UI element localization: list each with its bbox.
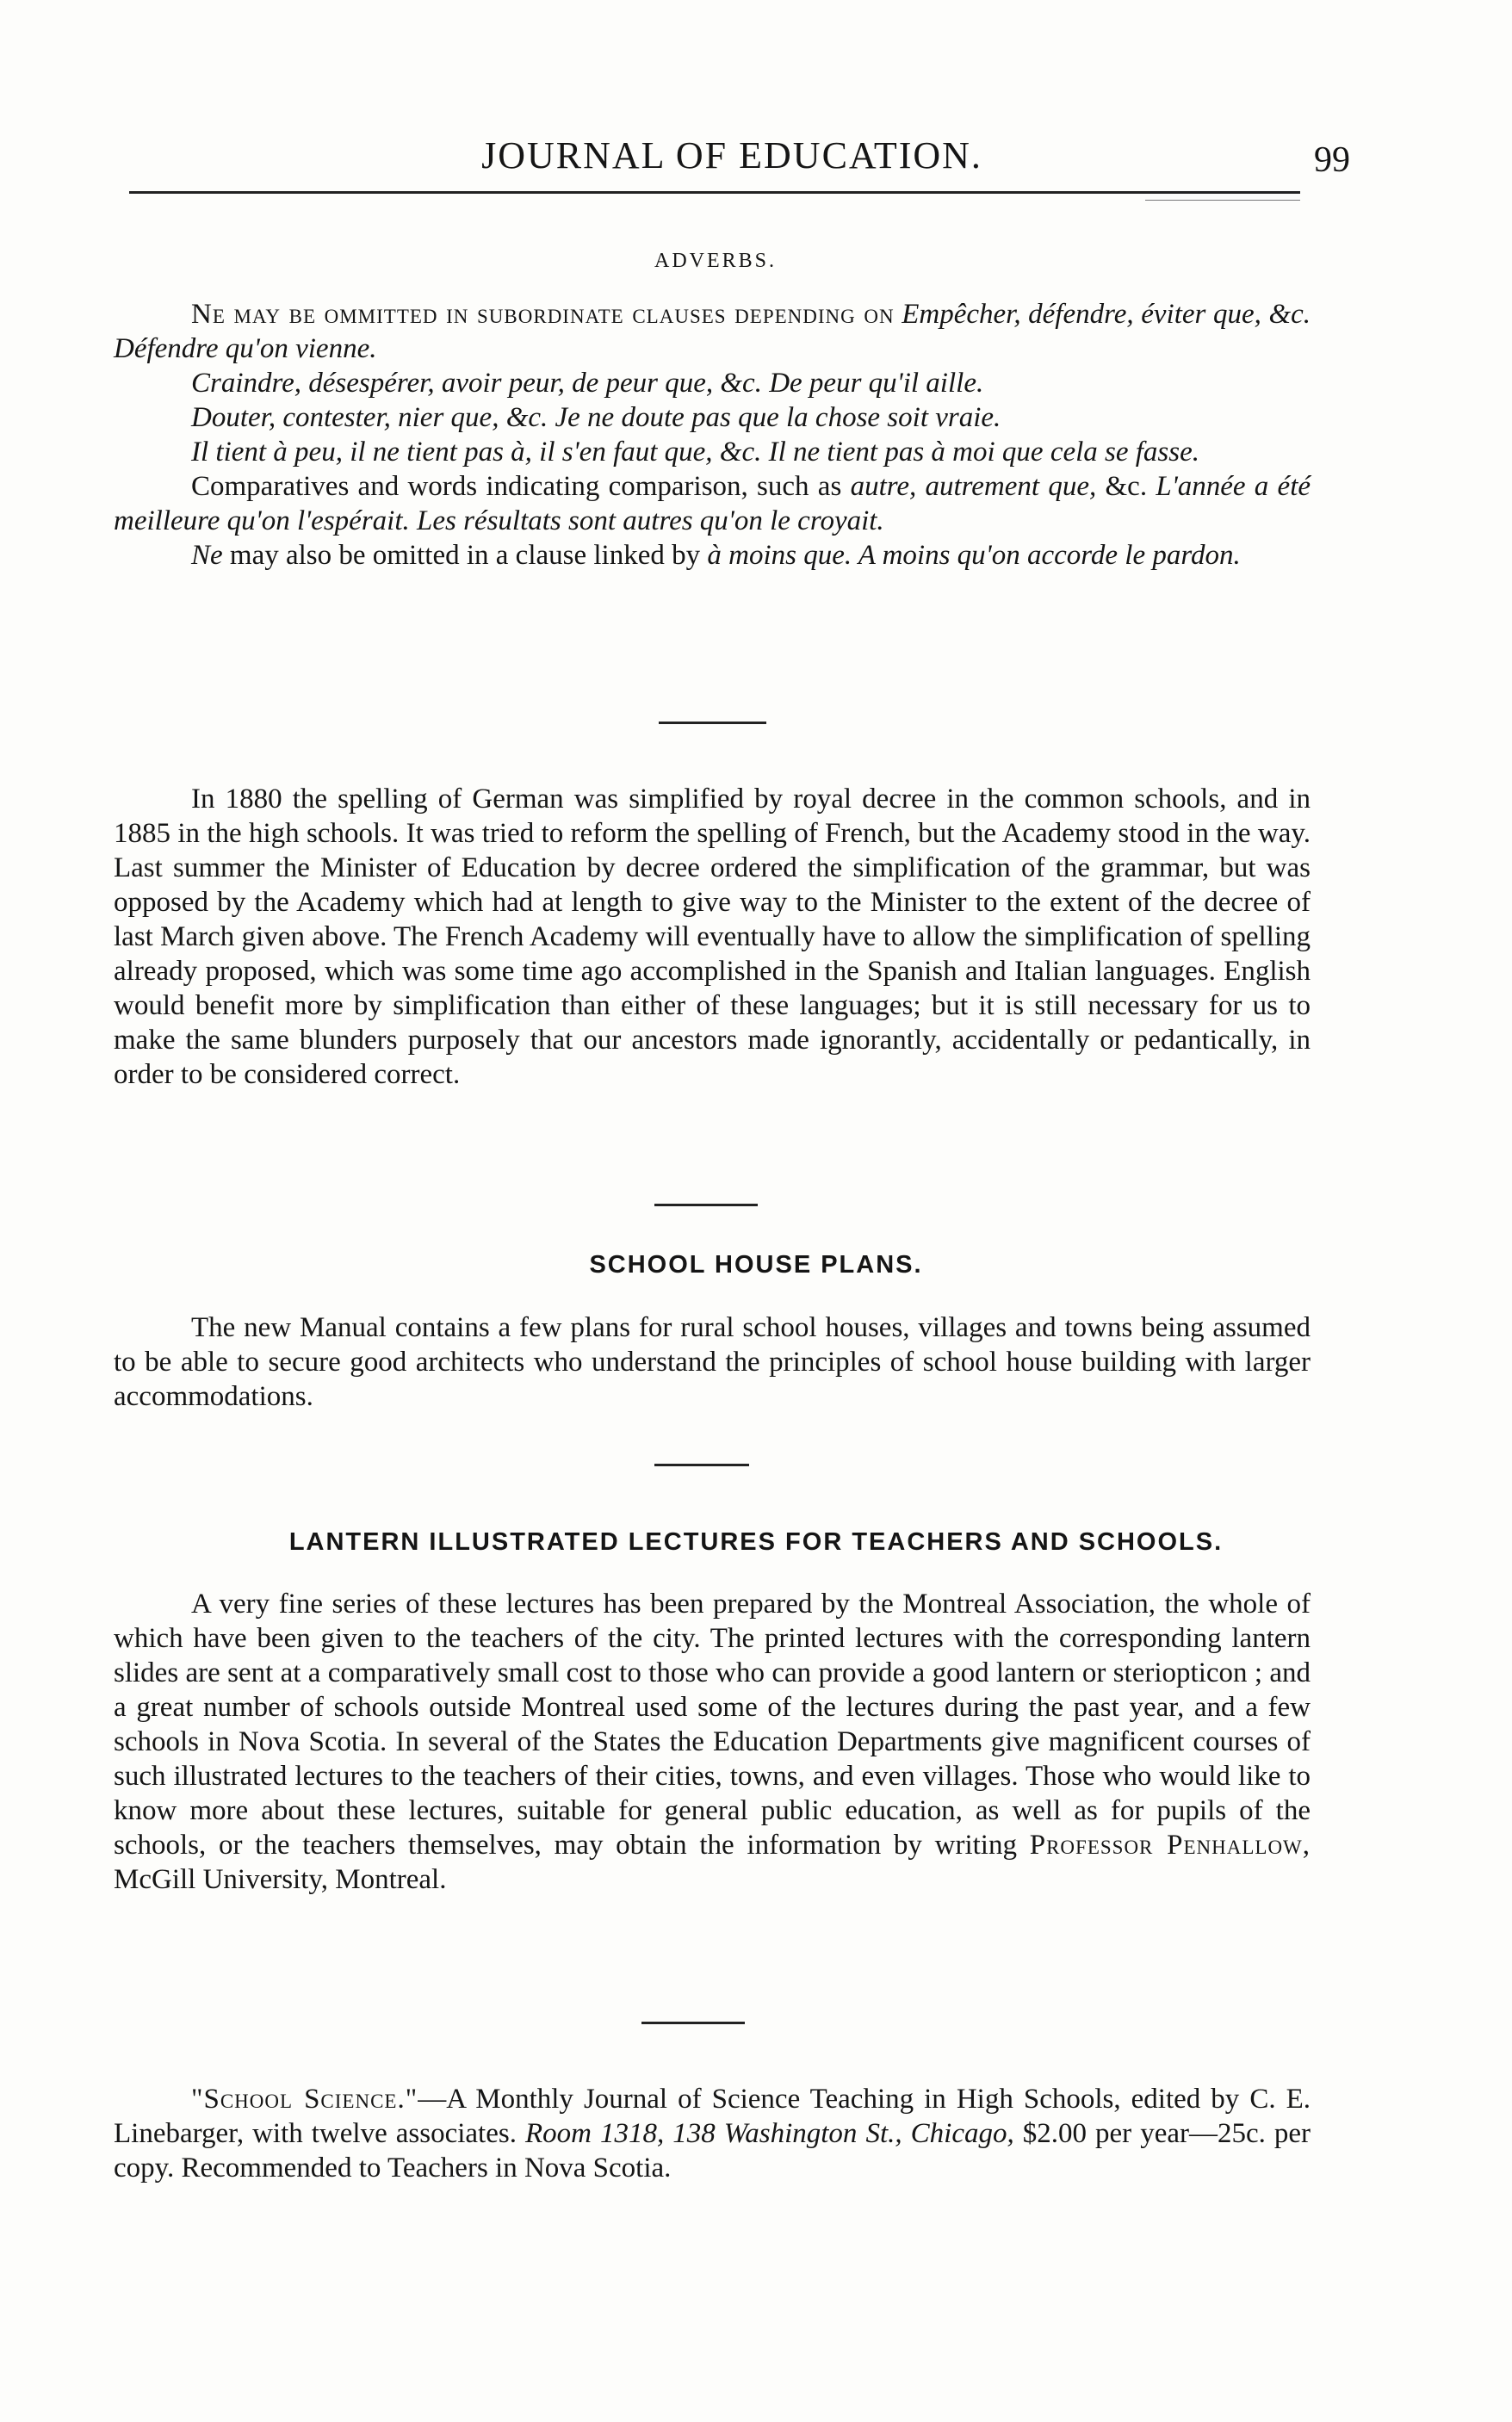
- adverbs-heading: ADVERBS.: [654, 250, 778, 272]
- adverbs-rule-5-words: autre, autrement que,: [850, 471, 1097, 502]
- school-science-text: —A Monthly Journal of Science Teaching in High Schools, edited by C. E. Linebarger, with twelve associates.: [114, 2084, 1311, 2149]
- section-divider-2: [654, 1204, 758, 1206]
- section-divider-3: [654, 1464, 749, 1466]
- lantern-paragraph-end: McGill University, Montreal.: [114, 1864, 447, 1895]
- adverbs-rule-6: [114, 538, 1311, 573]
- school-science-title: "School Science.": [191, 2084, 418, 2115]
- adverbs-rule-1-examples: Empêcher, défendre, éviter que, &c. Défendre qu'on vienne.: [114, 299, 1311, 364]
- school-house-heading: SCHOOL HOUSE PLANS.: [589, 1251, 923, 1279]
- spelling-paragraph: In 1880 the spelling of German was simplified by royal decree in the common schools, and in 1885 in the high schools. It was tried to reform the spelling of French, but the Academy stood in the way. Last summer the Minister of Education by decree ordered the simplification of the grammar, but was opposed by the Academy which had at length to give way to the Minister to the extent of the decree of last March given above. The French Academy will eventually have to allow the simplification of spelling already proposed, which was some time ago accomplished in the Spanish and Italian languages. English would benefit more by simplification than either of these languages; but it is still necessary for us to make the same blunders purposely that our ancestors made ignorantly, accidentally or pedantically, in order to be considered correct.: [114, 784, 1311, 1090]
- school-science-address: Room 1318, 138 Washington St., Chicago,: [525, 2118, 1014, 2149]
- adverbs-section: [114, 297, 1311, 573]
- adverbs-rule-1: [114, 297, 1311, 366]
- school-house-paragraph: The new Manual contains a few plans for rural school houses, villages and towns being assumed to be able to secure good architects who understand the principles of school house building with larger accommodations.: [114, 1312, 1311, 1412]
- section-divider-1: [659, 722, 766, 724]
- school-house-section: [114, 1310, 1311, 1414]
- adverbs-rule-5: [114, 469, 1311, 538]
- adverbs-rule-2: Craindre, désespérer, avoir peur, de peur que, &c. De peur qu'il aille.: [191, 368, 984, 399]
- adverbs-rule-5-examples: L'année a été meilleure qu'on l'espérait. Les résultats sont autres qu'on le croyait.: [114, 471, 1311, 536]
- school-science-notice: [114, 2082, 1311, 2185]
- adverbs-rule-5-lead: Comparatives and words indicating comparison, such as: [191, 471, 842, 502]
- adverbs-rule-5-etc: &c.: [1105, 471, 1148, 502]
- lantern-section: [114, 1587, 1311, 1897]
- school-science-price: $2.00 per year—25c. per copy. Recommended to Teachers in Nova Scotia.: [114, 2118, 1311, 2184]
- spelling-section: [114, 782, 1311, 1092]
- school-science-section: [114, 2082, 1311, 2185]
- adverbs-rule-6-ne: Ne: [191, 540, 223, 571]
- running-header: JOURNAL OF EDUCATION.: [481, 134, 982, 177]
- header-rule: [129, 191, 1300, 194]
- page-number: 99: [1314, 140, 1350, 180]
- lantern-heading: LANTERN ILLUSTRATED LECTURES FOR TEACHERS AND SCHOOLS.: [288, 1528, 1224, 1556]
- lantern-professor-name: Professor Penhallow,: [1029, 1830, 1311, 1861]
- adverbs-rule-6-text: may also be omitted in a clause linked by: [229, 540, 701, 571]
- adverbs-rule-6-examples: à moins que. A moins qu'on accorde le pardon.: [707, 540, 1241, 571]
- adverbs-rule-3: Douter, contester, nier que, &c. Je ne doute pas que la chose soit vraie.: [191, 402, 1001, 433]
- lantern-paragraph-body: A very fine series of these lectures has been prepared by the Montreal Association, the whole of which have been given to the teachers of the city. The printed lectures with the corresponding lantern slides are sent at a comparatively small cost to those who can provide a good lantern or steriopticon ; and a great number of schools outside Montreal used some of the lectures during the past year, and a few schools in Nova Scotia. In several of the States the Education Departments give magnificent courses of such illustrated lectures to the teachers of their cities, towns, and even villages. Those who would like to know more about these lectures, suitable for general public education, as well as for pupils of the schools, or the teachers themselves, may obtain the information by writing: [114, 1589, 1311, 1861]
- header-rule-thin: [1145, 200, 1300, 201]
- lantern-paragraph: [114, 1587, 1311, 1897]
- adverbs-rule-1-lead: Ne may be ommitted in subordinate clauses depending on: [191, 299, 895, 330]
- adverbs-rule-4: Il tient à peu, il ne tient pas à, il s'en faut que, &c. Il ne tient pas à moi que cela se fasse.: [191, 437, 1200, 468]
- section-divider-4: [641, 2022, 745, 2024]
